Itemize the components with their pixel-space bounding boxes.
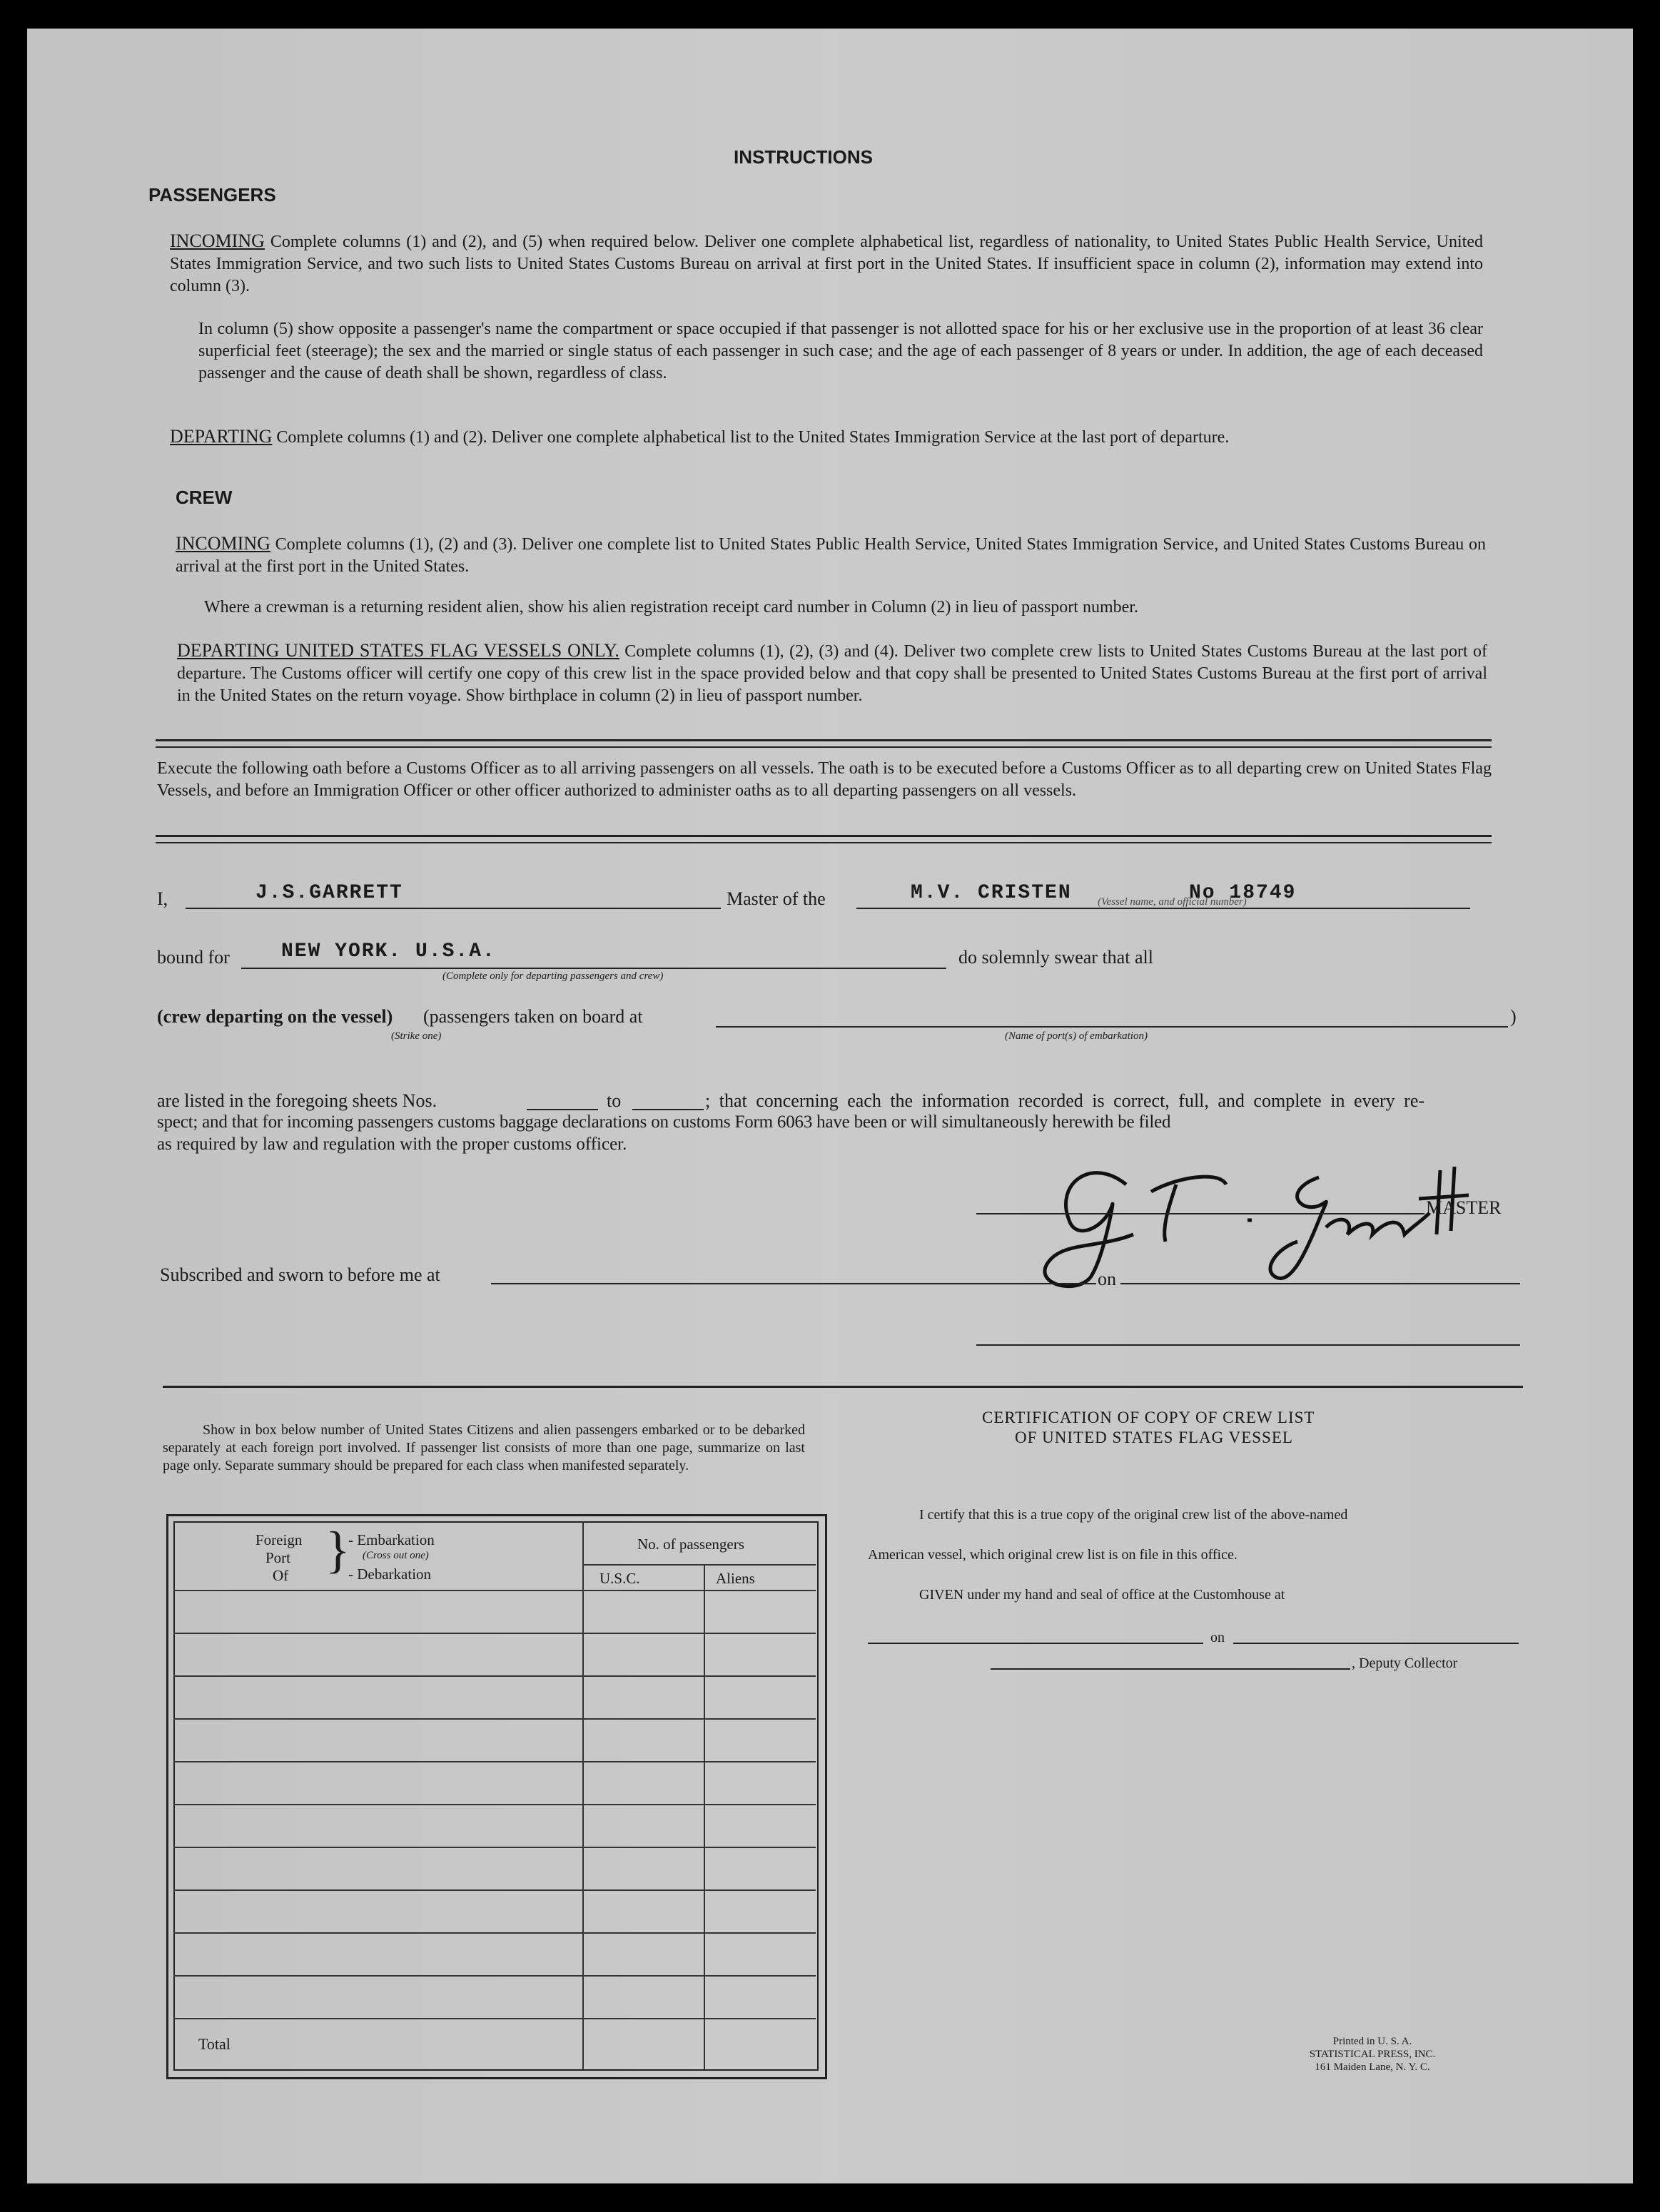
vessel-hint: (Vessel name, and official number) [1098,896,1247,908]
master-signature-line [976,1213,1424,1214]
vessel-number-field[interactable]: No 18749 [1189,882,1297,904]
crew-incoming-text: Complete columns (1), (2) and (3). Deliver one complete list to United States Public Health Service, United States Immigration Service, and United States Customs Bureau on arrival at the first port in the United States. [176,535,1487,576]
certification-title-1: CERTIFICATION OF COPY OF CREW LIST [982,1409,1315,1426]
instructions-title: INSTRUCTIONS [734,146,873,168]
table-row [173,1718,816,1720]
printer-imprint [1255,2035,1490,2074]
table-row [173,1633,816,1634]
master-signature [991,1142,1476,1299]
port-label: Port [265,1549,291,1566]
strike-one-hint: (Strike one) [391,1030,442,1042]
deputy-collector-label: , Deputy Collector [1352,1655,1458,1671]
sheet-to-line [632,1109,704,1110]
column5-paragraph: In column (5) show opposite a passenger's name the compartment or space occupied if that passenger is not allotted space for his or her exclusive use in the proportion of at least 36 clear superficial feet (steerage); the sex and the married or single status of each passenger in such case; and the age of each passenger of 8 years or under. In addition, the age of each deceased passenger and the cause of death shall be shown, regardless of class. [198,320,1483,382]
summary-instructions: Show in box below number of United States Citizens and alien passengers embarked or to be debarked separately at each foreign port involved. If passenger list consists of more than one page, summarize on last page only. Separate summary should be prepared for each class when manifested separately. [163,1422,805,1473]
bound-for-field[interactable]: NEW YORK. U.S.A. [281,940,496,963]
crew-incoming-paragraph [176,532,1486,578]
listed-text-2: ; that concerning each the information recorded is correct, full, and complete in every re- [705,1090,1425,1111]
i-label: I, [157,888,168,909]
table-row [173,1889,816,1891]
divider [163,1386,1523,1388]
crew-incoming-label: INCOMING [176,533,270,554]
printer-line-1: Printed in U. S. A. [1332,2036,1412,2047]
oath-intro: Execute the following oath before a Customs Officer as to all arriving passengers on all vessels. The oath is to be executed before a Customs Officer as to all departing crew on United States Flag Vessels, and before an Immigration Officer or other officer authorized to administer oaths as to all departing passengers on all vessels. [157,759,1492,800]
column-divider [704,1564,705,2069]
passengers-taken-option[interactable]: (passengers taken on board at [423,1006,643,1027]
header-divider [582,1564,816,1566]
listed-text-4: as required by law and regulation with the proper customs officer. [157,1135,627,1154]
table-row [173,2018,816,2019]
passenger-summary-table-inner [173,1521,819,2071]
subscribed-date-line [1120,1283,1520,1284]
close-paren: ) [1510,1006,1517,1027]
bound-for-line [241,968,946,969]
crew-departing-label: DEPARTING UNITED STATES FLAG VESSELS ONLY. [177,640,619,661]
certification-text-3: GIVEN under my hand and seal of office at the Customhouse at [919,1587,1285,1603]
crew-alien-paragraph: Where a crewman is a returning resident alien, show his alien registration receipt card number in Column (2) in lieu of passport number. [204,598,1138,617]
bound-for-label: bound for [157,947,230,968]
table-row [173,1847,816,1848]
crew-departing-text: Complete columns (1), (2), (3) and (4). Deliver two complete crew lists to United States Customs Bureau at the last port of departure. The Customs officer will certify one copy of this crew list in the space provided below and that copy shall be presented to United States Customs Bureau at the first port of arrival in the United States on the return voyage. Show birthplace in column (2) in lieu of passport number. [177,642,1488,705]
table-row [173,1975,816,1977]
master-name-field[interactable]: J.S.GARRETT [255,882,403,904]
divider [156,739,1492,741]
table-row [173,1675,816,1677]
swear-text: do solemnly swear that all [958,947,1153,968]
certification-on-label: on [1210,1630,1225,1645]
table-row [173,1804,816,1805]
port-hint: (Name of port(s) of embarkation) [1005,1030,1148,1042]
divider [156,835,1492,837]
listed-text-1: are listed in the foregoing sheets Nos. [157,1090,437,1111]
table-row [173,1932,816,1934]
master-of-label: Master of the [727,888,826,909]
divider [156,746,1492,748]
passengers-departing-paragraph [170,425,1483,449]
certification-title-2: OF UNITED STATES FLAG VESSEL [1015,1429,1293,1446]
embarkation-option[interactable]: - Embarkation [348,1531,435,1548]
total-label: Total [198,2035,231,2053]
cross-out-hint: (Cross out one) [363,1550,429,1561]
document-page [27,29,1633,2183]
divider [156,842,1492,843]
bound-for-hint: (Complete only for departing passengers and crew) [442,970,664,982]
deputy-signature-line [991,1668,1350,1670]
brace-icon: } [325,1521,350,1578]
port-line [716,1026,1508,1028]
certification-text-2: American vessel, which original crew list is on file in this office. [868,1547,1238,1563]
officer-signature-line [976,1344,1520,1346]
vessel-name-field[interactable]: M.V. CRISTEN [911,882,1072,904]
table-row [173,1590,816,1591]
certification-date-line [1233,1643,1519,1644]
printer-line-2: STATISTICAL PRESS, INC. [1309,2049,1436,2060]
passengers-incoming-text: Complete columns (1) and (2), and (5) when required below. Deliver one complete alphabetical list, regardless of nationality, to United States Public Health Service, United States Immigration Service, and two such lists to United States Customs Bureau on arrival at first port in the United States. If insufficient space in column (2), information may extend into column (3). [170,233,1483,295]
subscribed-place-line [491,1283,1096,1284]
usc-header: U.S.C. [599,1570,640,1587]
passengers-departing-label: DEPARTING [170,426,273,447]
crew-departing-option[interactable]: (crew departing on the vessel) [157,1006,393,1027]
debarkation-option[interactable]: - Debarkation [348,1566,432,1583]
master-label: MASTER [1426,1197,1502,1218]
master-name-line [186,908,721,909]
subscribed-on-label: on [1098,1269,1116,1289]
listed-text-3: spect; and that for incoming passengers customs baggage declarations on customs Form 6063 have been or will simultaneously herewith be filed [157,1112,1171,1132]
passengers-incoming-paragraph [170,230,1483,298]
passengers-incoming-label: INCOMING [170,230,265,251]
passengers-heading: PASSENGERS [148,184,276,206]
foreign-label: Foreign [255,1531,303,1548]
table-row [173,1761,816,1762]
crew-heading: CREW [176,487,233,508]
customhouse-line [868,1643,1203,1644]
column-divider [582,1521,584,2069]
of-label: Of [273,1567,289,1584]
passengers-departing-text: Complete columns (1) and (2). Deliver one complete alphabetical list to the United States Immigration Service at the last port of departure. [276,428,1230,447]
crew-departing-paragraph [177,639,1487,707]
no-passengers-header: No. of passengers [637,1536,744,1553]
certification-text-1: I certify that this is a true copy of the original crew list of the above-named [919,1507,1348,1523]
aliens-header: Aliens [716,1570,755,1587]
listed-to: to [607,1090,622,1111]
sheet-from-line [527,1109,598,1110]
printer-line-3: 161 Maiden Lane, N. Y. C. [1315,2061,1430,2073]
subscribed-label: Subscribed and sworn to before me at [160,1264,440,1285]
